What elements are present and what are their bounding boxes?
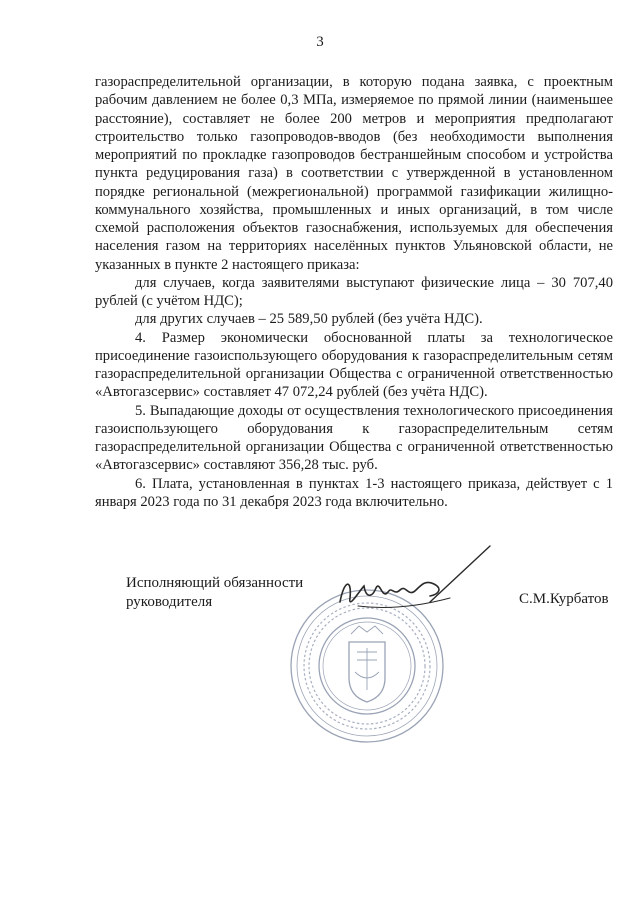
page-number: 3: [316, 34, 324, 50]
signatory-title-line-2: руководителя: [126, 594, 213, 610]
signatory-title-line-1: Исполняющий обязанности: [126, 575, 304, 591]
paragraph-item-4: 4. Размер экономически обоснованной платы за технологическое присоединение газоиспользующего оборудования к газораспределительным сетям газораспределительной организации Общества с ограниченной ответственностью «Автогазсервис» составляет 47 072,24 рублей (без учёта НДС).: [95, 329, 613, 401]
signatory-name: С.М.Курбатов: [519, 591, 609, 607]
handwritten-signature: [330, 540, 500, 620]
signatory-title: [126, 574, 303, 612]
paragraph-item-6: 6. Плата, установленная в пунктах 1-3 настоящего приказа, действует с 1 января 2023 года по 31 декабря 2023 года включительно.: [95, 475, 613, 510]
paragraph-other-fee: для других случаев – 25 589,50 рублей (без учёта НДС).: [135, 311, 483, 328]
paragraph-item-5: 5. Выпадающие доходы от осуществления технологического присоединения газоиспользующего оборудования к газораспределительным сетям газораспределительной организации Общества с ограниченной ответственностью «Автогазсервис» составляют 356,28 тыс. руб.: [95, 402, 613, 474]
paragraph-individuals-fee: для случаев, когда заявителями выступают физические лица – 30 707,40 рублей (с учётом НДС);: [95, 274, 613, 309]
paragraph-continuation: газораспределительной организации, в которую подана заявка, с проектным рабочим давлением не более 0,3 МПа, измеряемое по прямой линии (наименьшее расстояние), составляет не более 200 метров и мероприятия предполагают строительство только газопроводов-вводов (без необходимости выполнения мероприятий по прокладке газопроводов бестраншейным способом и устройства пункта редуцирования газа) в соответствии с утвержденной в установленном порядке региональной (межрегиональной) программой газификации жилищно-коммунального хозяйства, промышленных и иных организаций, в том числе схемой расположения объектов газоснабжения, используемых для обеспечения населения газом на территориях населённых пунктов Ульяновской области, не указанных в пункте 2 настоящего приказа:: [95, 74, 613, 273]
document-body: [95, 73, 613, 511]
